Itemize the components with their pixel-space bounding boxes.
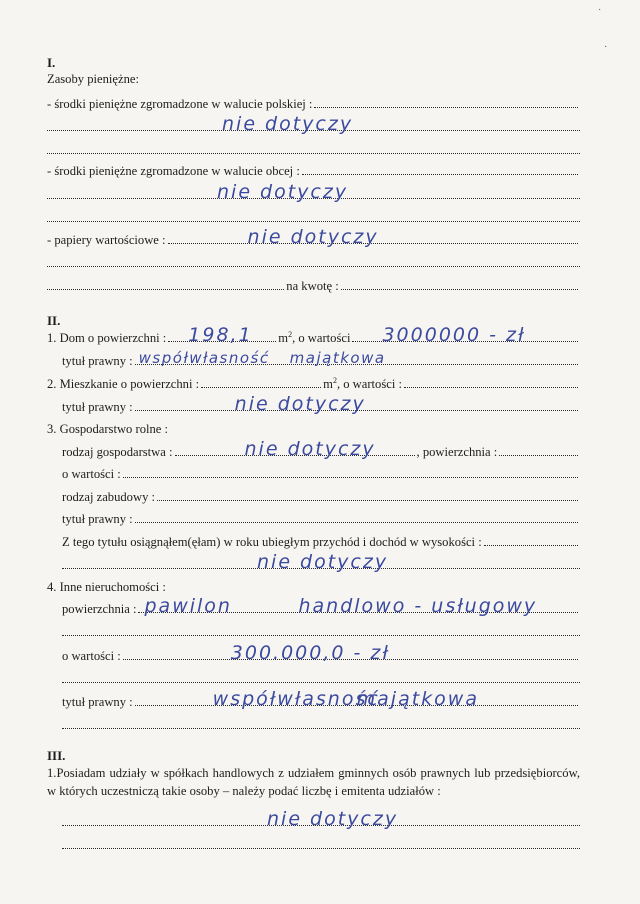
- house-area-label: 1. Dom o powierzchni :: [47, 331, 167, 345]
- flat-title-value: nie dotyczy: [234, 393, 366, 415]
- farm-value-label: o wartości :: [62, 467, 121, 481]
- pln-funds-line-3[interactable]: [47, 142, 580, 154]
- house-title-value-2: majątkowa: [289, 349, 386, 367]
- row-farm-title: [62, 511, 580, 527]
- other-title-value-2: majątkowa: [356, 688, 479, 710]
- other-area-label: powierzchnia :: [62, 602, 137, 616]
- foreign-funds-value: nie dotyczy: [217, 181, 349, 203]
- farm-income-line[interactable]: [484, 534, 578, 546]
- flat-value-label: , o wartości :: [336, 377, 402, 391]
- securities-label: - papiery wartościowe :: [47, 233, 166, 247]
- row-securities-2: [47, 255, 580, 271]
- row-foreign-funds-3: [47, 210, 580, 226]
- row-securities: [47, 226, 580, 248]
- other-area-value-1: pawilon: [144, 595, 232, 617]
- row-pln-funds: [47, 96, 580, 112]
- house-value-line[interactable]: [352, 324, 578, 346]
- row-amount: [47, 278, 580, 294]
- house-title-label: tytuł prawny :: [62, 354, 133, 368]
- row-flat: [47, 376, 580, 392]
- other-value: 300.000,0 - zł: [230, 642, 390, 664]
- securities-line-2[interactable]: [47, 255, 580, 267]
- house-value-label: , o wartości: [292, 331, 351, 345]
- flat-area-label: 2. Mieszkanie o powierzchni :: [47, 377, 200, 391]
- row-pln-funds-3: [47, 142, 580, 158]
- pln-funds-line-2[interactable]: [47, 113, 580, 135]
- farm-title-label: tytuł prawny :: [62, 512, 133, 526]
- foreign-funds-line-1[interactable]: [302, 163, 578, 175]
- amount-line[interactable]: [341, 278, 578, 290]
- row-other-title: [62, 688, 580, 710]
- shares-line-2[interactable]: [62, 837, 580, 849]
- section-2-heading: II.: [47, 313, 61, 328]
- farm-income-value: nie dotyczy: [257, 551, 389, 573]
- flat-area-line[interactable]: [201, 376, 321, 388]
- other-title-line-2[interactable]: [62, 717, 580, 729]
- row-farm-type: [62, 438, 580, 460]
- farm-area-label: , powierzchnia :: [416, 445, 498, 459]
- row-other-value: [62, 642, 580, 664]
- farm-building-label: rodzaj zabudowy :: [62, 490, 156, 504]
- unit-sup: 2: [288, 329, 293, 339]
- flat-unit-sup: 2: [332, 375, 337, 385]
- amount-label: na kwotę :: [286, 279, 339, 293]
- other-area-line-2[interactable]: [62, 624, 580, 636]
- row-other-area: [62, 595, 580, 617]
- row-other-area-2: [62, 624, 580, 640]
- shares-line-1[interactable]: [62, 808, 580, 830]
- securities-value: nie dotyczy: [247, 226, 379, 248]
- farm-type-label: rodzaj gospodarstwa :: [62, 445, 173, 459]
- row-other-title-2: [62, 717, 580, 733]
- pln-funds-value: nie dotyczy: [222, 113, 354, 135]
- farm-area-line[interactable]: [499, 444, 578, 456]
- corner-mark-mid: ·: [604, 42, 608, 53]
- row-farm-income: [62, 534, 580, 550]
- farm-title-line[interactable]: [135, 511, 578, 523]
- shares-value: nie dotyczy: [267, 808, 399, 830]
- other-value-line[interactable]: [123, 642, 578, 664]
- flat-unit-m: m: [323, 377, 333, 391]
- farm-income-line-2[interactable]: [62, 551, 580, 573]
- row-foreign-funds-2: [47, 181, 580, 203]
- house-value: 3000000 - zł: [382, 324, 526, 346]
- farm-building-line[interactable]: [157, 489, 578, 501]
- foreign-funds-line-3[interactable]: [47, 210, 580, 222]
- farm-type-value: nie dotyczy: [244, 438, 376, 460]
- other-label: 4. Inne nieruchomości :: [47, 580, 166, 594]
- pln-funds-label: - środki pieniężne zgromadzone w walucie polskiej :: [47, 97, 313, 111]
- section-3-text: 1.Posiadam udziały w spółkach handlowych z udziałem gminnych osób prawnych lub przedsiębiorców, w których uczestniczą takie osoby – należy podać liczbę i emitenta udziałów :: [47, 766, 580, 798]
- other-value-label: o wartości :: [62, 649, 121, 663]
- other-area-value-2: handlowo - usługowy: [298, 595, 538, 617]
- other-value-line-2[interactable]: [62, 671, 580, 683]
- house-area-value: 198,1: [188, 324, 253, 346]
- row-flat-title: [62, 393, 580, 415]
- amount-line-pre[interactable]: [47, 278, 284, 290]
- house-unit: [278, 330, 292, 346]
- other-title-line[interactable]: [135, 688, 578, 710]
- row-shares-2: [62, 837, 580, 853]
- row-foreign-funds: [47, 163, 580, 179]
- row-farm-value: [62, 466, 580, 482]
- farm-income-label: Z tego tytułu osiągnąłem(ęłam) w roku ubiegłym przychód i dochód w wysokości :: [62, 535, 482, 549]
- row-farm-building: [62, 489, 580, 505]
- section-3-heading: III.: [47, 748, 66, 763]
- other-area-line[interactable]: [138, 595, 578, 617]
- flat-value-line[interactable]: [404, 376, 578, 388]
- farm-label: 3. Gospodarstwo rolne :: [47, 422, 169, 436]
- securities-line-1[interactable]: [168, 226, 578, 248]
- other-title-label: tytuł prawny :: [62, 695, 133, 709]
- flat-title-label: tytuł prawny :: [62, 400, 133, 414]
- corner-mark-top: ˙: [598, 8, 602, 19]
- house-title-value-1: współwłasność: [138, 349, 270, 367]
- row-shares: [62, 808, 580, 830]
- row-house-title: [62, 349, 580, 369]
- foreign-funds-line-2[interactable]: [47, 181, 580, 203]
- row-pln-funds-2: [47, 113, 580, 135]
- farm-type-line[interactable]: [175, 438, 415, 460]
- pln-funds-line-1[interactable]: [314, 96, 578, 108]
- section-1-title: Zasoby pieniężne:: [47, 72, 139, 86]
- other-title-value-1: współwłasność: [212, 688, 380, 710]
- unit-m: m: [278, 331, 289, 345]
- section-1-heading: I.: [47, 55, 56, 70]
- row-farm-income-2: [62, 551, 580, 573]
- foreign-funds-label: - środki pieniężne zgromadzone w walucie obcej :: [47, 164, 300, 178]
- house-area-line[interactable]: [168, 324, 276, 346]
- house-title-line[interactable]: [135, 349, 578, 367]
- flat-title-line[interactable]: [135, 393, 578, 415]
- flat-unit: [323, 376, 337, 392]
- farm-value-line[interactable]: [123, 466, 578, 478]
- row-other-value-2: [62, 671, 580, 687]
- row-house: [47, 324, 580, 346]
